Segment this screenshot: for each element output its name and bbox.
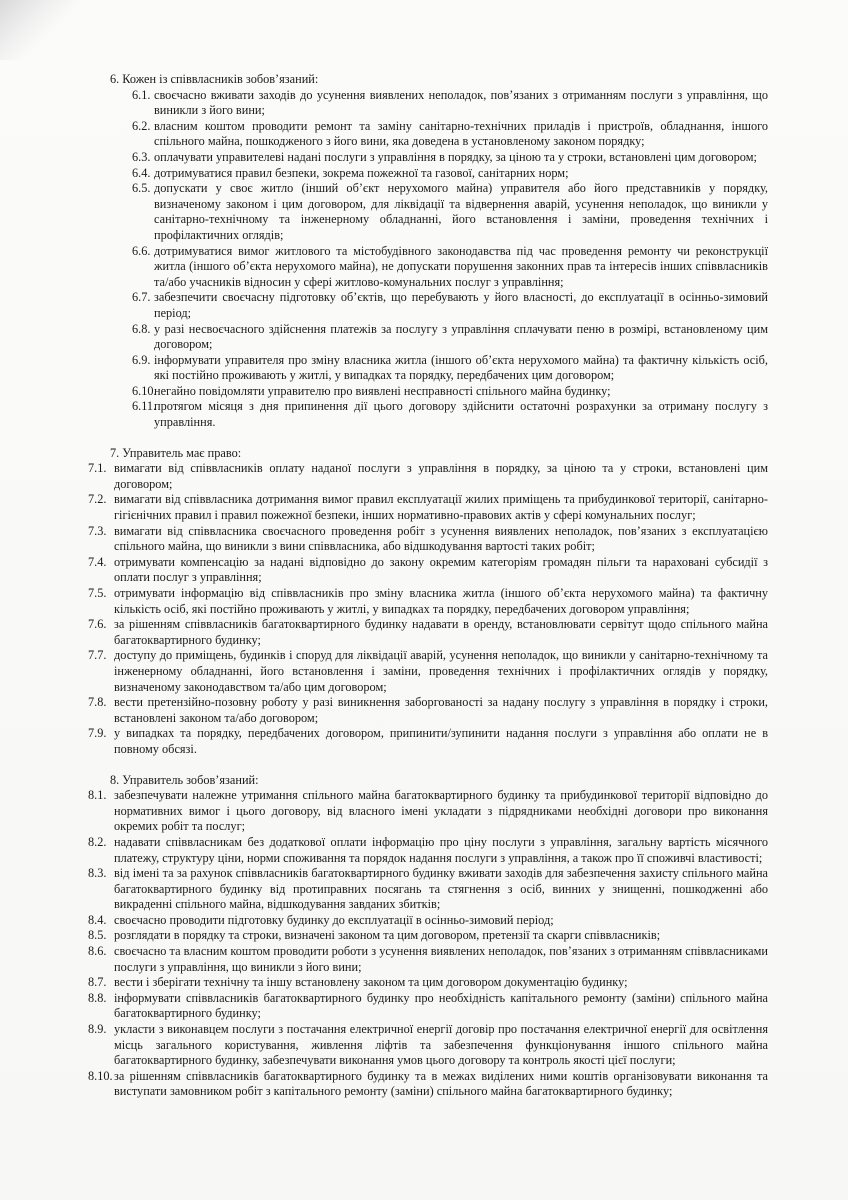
clause-8-9 xyxy=(88,1022,768,1069)
clause-text: доступу до приміщень, будинків і споруд для ліквідації аварій, усунення неполадок, що виникли у санітарно-технічному та інженерному обладнанні, його встановлення і заміни, проведення технічних і профілактичних оглядів у порядку, визначеному законодавством та/або цим договором; xyxy=(114,648,768,694)
clause-text: забезпечити своєчасну підготовку об’єктів, що перебувають у його власності, до експлуатації в осінньо-зимовий період; xyxy=(154,290,768,320)
clause-text: від імені та за рахунок співвласників багатоквартирного будинку вживати заходів для забезпечення захисту спільного майна багатоквартирного будинку від протиправних посягань та стягнення з осіб, винних у знищенні, пошкодженні або викраденні спільного майна, відшкодування завданих збитків; xyxy=(114,866,768,912)
section-8 xyxy=(88,773,768,1100)
clause-number: 8.1. xyxy=(88,788,107,803)
section-6 xyxy=(88,72,768,431)
clause-7-7 xyxy=(88,648,768,695)
clause-6-9 xyxy=(88,353,768,384)
clause-7-1 xyxy=(88,461,768,492)
clause-text: своєчасно вживати заходів до усунення виявлених неполадок, пов’язаних з отриманням послуги з управління, що виникли з його вини; xyxy=(154,87,768,118)
clause-text: інформувати управителя про зміну власника житла (іншого об’єкта нерухомого майна) та фактичну кількість осіб, які постійно проживають у житлі, у випадках та порядку, передбачених цим договором; xyxy=(154,352,768,383)
clause-text: укласти з виконавцем послуги з постачання електричної енергії договір про постачання електричної енергії для освітлення місць загального користування, живлення ліфтів та забезпечення функціонування іншого спільного майна багатоквартирного будинку, забезпечувати виконання умов цього договору та контроль якості цієї послуги; xyxy=(114,1022,768,1068)
clause-6-7 xyxy=(88,290,768,321)
clause-number: 8.5. xyxy=(88,928,107,943)
clause-text: своєчасно та власним коштом проводити роботи з усунення виявлених неполадок, пов’язаних з отриманням співвласниками послуги з управління, що виникли з його вини; xyxy=(114,944,768,974)
clause-6-2 xyxy=(88,119,768,150)
clause-6-3 xyxy=(88,150,768,166)
section-gap xyxy=(88,431,768,446)
clause-number: 8.4. xyxy=(88,912,107,927)
clause-number: 6.9. xyxy=(132,352,151,367)
page-corner-fold xyxy=(0,0,80,60)
clause-7-9 xyxy=(88,726,768,757)
clause-text: надавати співвласникам без додаткової оплати інформацію про ціну послуги з управління, загальну вартість місячного платежу, структуру ціни, норми споживання та порядок надання послуги з управління, а також про її споживчі властивості; xyxy=(114,834,768,865)
clause-6-4 xyxy=(88,166,768,182)
clause-text: розглядати в порядку та строки, визначені законом та цим договором, претензії та скарги співвласників; xyxy=(114,928,661,943)
clause-number: 7.9. xyxy=(88,726,107,741)
clause-text: у разі несвоєчасного здійснення платежів за послугу з управління сплачувати пеню в розмірі, встановленому цим договором; xyxy=(154,321,768,352)
clause-6-11 xyxy=(88,399,768,430)
clause-number: 8.9. xyxy=(88,1022,107,1037)
clause-number: 6.7. xyxy=(132,290,151,305)
clause-8-10 xyxy=(88,1069,768,1100)
clause-number: 8.2. xyxy=(88,834,107,849)
section-7 xyxy=(88,446,768,758)
clause-number: 7.8. xyxy=(88,695,107,710)
clause-8-5 xyxy=(88,928,768,944)
clause-8-6 xyxy=(88,944,768,975)
clause-text: отримувати компенсацію за надані відповідно до закону окремим категоріям громадян пільги та нараховані субсидії з оплати послуг з управління; xyxy=(114,554,768,585)
clause-7-8 xyxy=(88,695,768,726)
clause-text: отримувати інформацію від співвласників про зміну власника житла (іншого об’єкта нерухомого майна) та фактичну кількість осіб, які постійно проживають у житлі, у випадках та порядку, передбачених договором управління; xyxy=(114,586,768,616)
section-gap xyxy=(88,758,768,773)
clause-7-2 xyxy=(88,492,768,523)
clause-number: 7.4. xyxy=(88,554,107,569)
clause-text: дотримуватися правил безпеки, зокрема пожежної та газової, санітарних норм; xyxy=(154,165,569,180)
clause-text: за рішенням співвласників багатоквартирного будинку надавати в оренду, встановлювати сервітут щодо спільного майна багатоквартирного будинку; xyxy=(114,617,768,647)
clause-8-7 xyxy=(88,975,768,991)
clause-8-4 xyxy=(88,913,768,929)
clause-number: 6.3. xyxy=(132,149,151,164)
clause-text: вимагати від співвласників оплату наданої послуги з управління в порядку, за ціною та у строки, встановлені цим договором; xyxy=(114,461,768,491)
clause-8-8 xyxy=(88,991,768,1022)
clause-number: 6.2. xyxy=(132,118,151,133)
clause-7-4 xyxy=(88,555,768,586)
clause-number: 7.5. xyxy=(88,586,107,600)
clause-number: 6.1. xyxy=(132,87,151,102)
clause-text: вимагати від співвласника своєчасного проведення робіт з усунення виявлених неполадок, пов’язаних з експлуатацією спільного майна, що виникли з вини співвласника, або відшкодування вартості таких робіт; xyxy=(114,523,768,554)
section-8-title: 8. Управитель зобов’язаний: xyxy=(110,772,259,787)
clause-6-6 xyxy=(88,244,768,291)
clause-text: дотримуватися вимог житлового та містобудівного законодавства під час проведення ремонту чи реконструкції житла (іншого об’єкта нерухомого майна), не допускати порушення законних прав та інтересів інших співвласників та/або учасників відносин у сфері житлово-комунальних послуг з управління; xyxy=(154,243,768,289)
clause-number: 8.10. xyxy=(88,1068,113,1083)
clause-number: 6.10. xyxy=(132,383,157,398)
clause-number: 8.8. xyxy=(88,990,107,1005)
clause-number: 6.5. xyxy=(132,181,151,196)
clause-8-2 xyxy=(88,835,768,866)
clause-number: 6.6. xyxy=(132,243,151,258)
clause-text: інформувати співвласників багатоквартирного будинку про необхідність капітального ремонту (заміни) спільного майна багатоквартирного будинку; xyxy=(114,990,768,1021)
clause-text: забезпечувати належне утримання спільного майна багатоквартирного будинку та прибудинкової території відповідно до нормативних вимог і цього договору, від власного імені укладати з підрядниками необхідні договори про виконання окремих робіт та послуг; xyxy=(114,788,768,834)
clause-number: 7.2. xyxy=(88,492,107,507)
clause-6-1 xyxy=(88,88,768,119)
clause-6-5 xyxy=(88,181,768,243)
clause-number: 7.3. xyxy=(88,523,107,538)
clause-number: 6.8. xyxy=(132,321,151,336)
clause-number: 6.4. xyxy=(132,165,151,180)
clause-number: 6.11. xyxy=(132,399,157,414)
clause-text: своєчасно проводити підготовку будинку до експлуатації в осінньо-зимовий період; xyxy=(114,912,554,927)
clause-7-5 xyxy=(88,586,768,617)
section-6-title: 6. Кожен із співвласників зобов’язаний: xyxy=(110,72,319,86)
clause-6-8 xyxy=(88,322,768,353)
clause-text: оплачувати управителеві надані послуги з управління в порядку, за ціною та у строки, встановлені цим договором; xyxy=(154,149,757,164)
clause-8-1 xyxy=(88,788,768,835)
clause-text: негайно повідомляти управителю про виявлені несправності спільного майна будинку; xyxy=(154,383,611,398)
clause-text: власним коштом проводити ремонт та заміну санітарно-технічних приладів і пристроїв, обладнання, іншого спільного майна, пошкодженого з його вини, яка доведена в установленому законом порядку; xyxy=(154,118,768,149)
clause-7-6 xyxy=(88,617,768,648)
clause-text: вести претензійно-позовну роботу у разі виникнення заборгованості за надану послугу з управління в порядку і строки, встановлені законом та/або договором; xyxy=(114,695,768,725)
clause-number: 7.6. xyxy=(88,617,107,632)
clause-number: 7.1. xyxy=(88,461,107,476)
clause-text: вести і зберігати технічну та іншу встановлену законом та цим договором документацію будинку; xyxy=(114,975,628,990)
clause-number: 8.7. xyxy=(88,975,107,990)
clause-text: за рішенням співвласників багатоквартирного будинку та в межах виділених ними коштів організовувати виконання та виступати замовником робіт з капітального ремонту (заміни) спільного майна багатоквартирного будинку; xyxy=(114,1068,768,1099)
clause-text: вимагати від співвласника дотримання вимог правил експлуатації жилих приміщень та прибудинкової території, санітарно-гігієнічних правил і правил пожежної безпеки, інших нормативно-правових актів у сфері комунальних послуг; xyxy=(114,492,768,523)
clause-8-3 xyxy=(88,866,768,913)
clause-number: 8.3. xyxy=(88,866,107,881)
clause-text: протягом місяця з дня припинення дії цього договору здійснити остаточні розрахунки за отриману послугу з управління. xyxy=(154,399,768,430)
clause-text: допускати у своє житло (інший об’єкт нерухомого майна) управителя або його представників у порядку, визначеному законом і цим договором, для ліквідації та відвернення аварій, усунення неполадок, що виникли у санітарно-технічному та інженерному обладнанні, його встановлення і заміни, проведення технічних і профілактичних оглядів; xyxy=(154,181,768,242)
clause-number: 8.6. xyxy=(88,944,107,959)
section-7-title: 7. Управитель має право: xyxy=(110,445,242,460)
clause-text: у випадках та порядку, передбачених договором, припинити/зупинити надання послуги з управління або оплати не в повному обсязі. xyxy=(114,726,768,756)
document-text xyxy=(88,72,768,1100)
clause-number: 7.7. xyxy=(88,648,107,663)
clause-6-10 xyxy=(88,384,768,400)
clause-7-3 xyxy=(88,524,768,555)
